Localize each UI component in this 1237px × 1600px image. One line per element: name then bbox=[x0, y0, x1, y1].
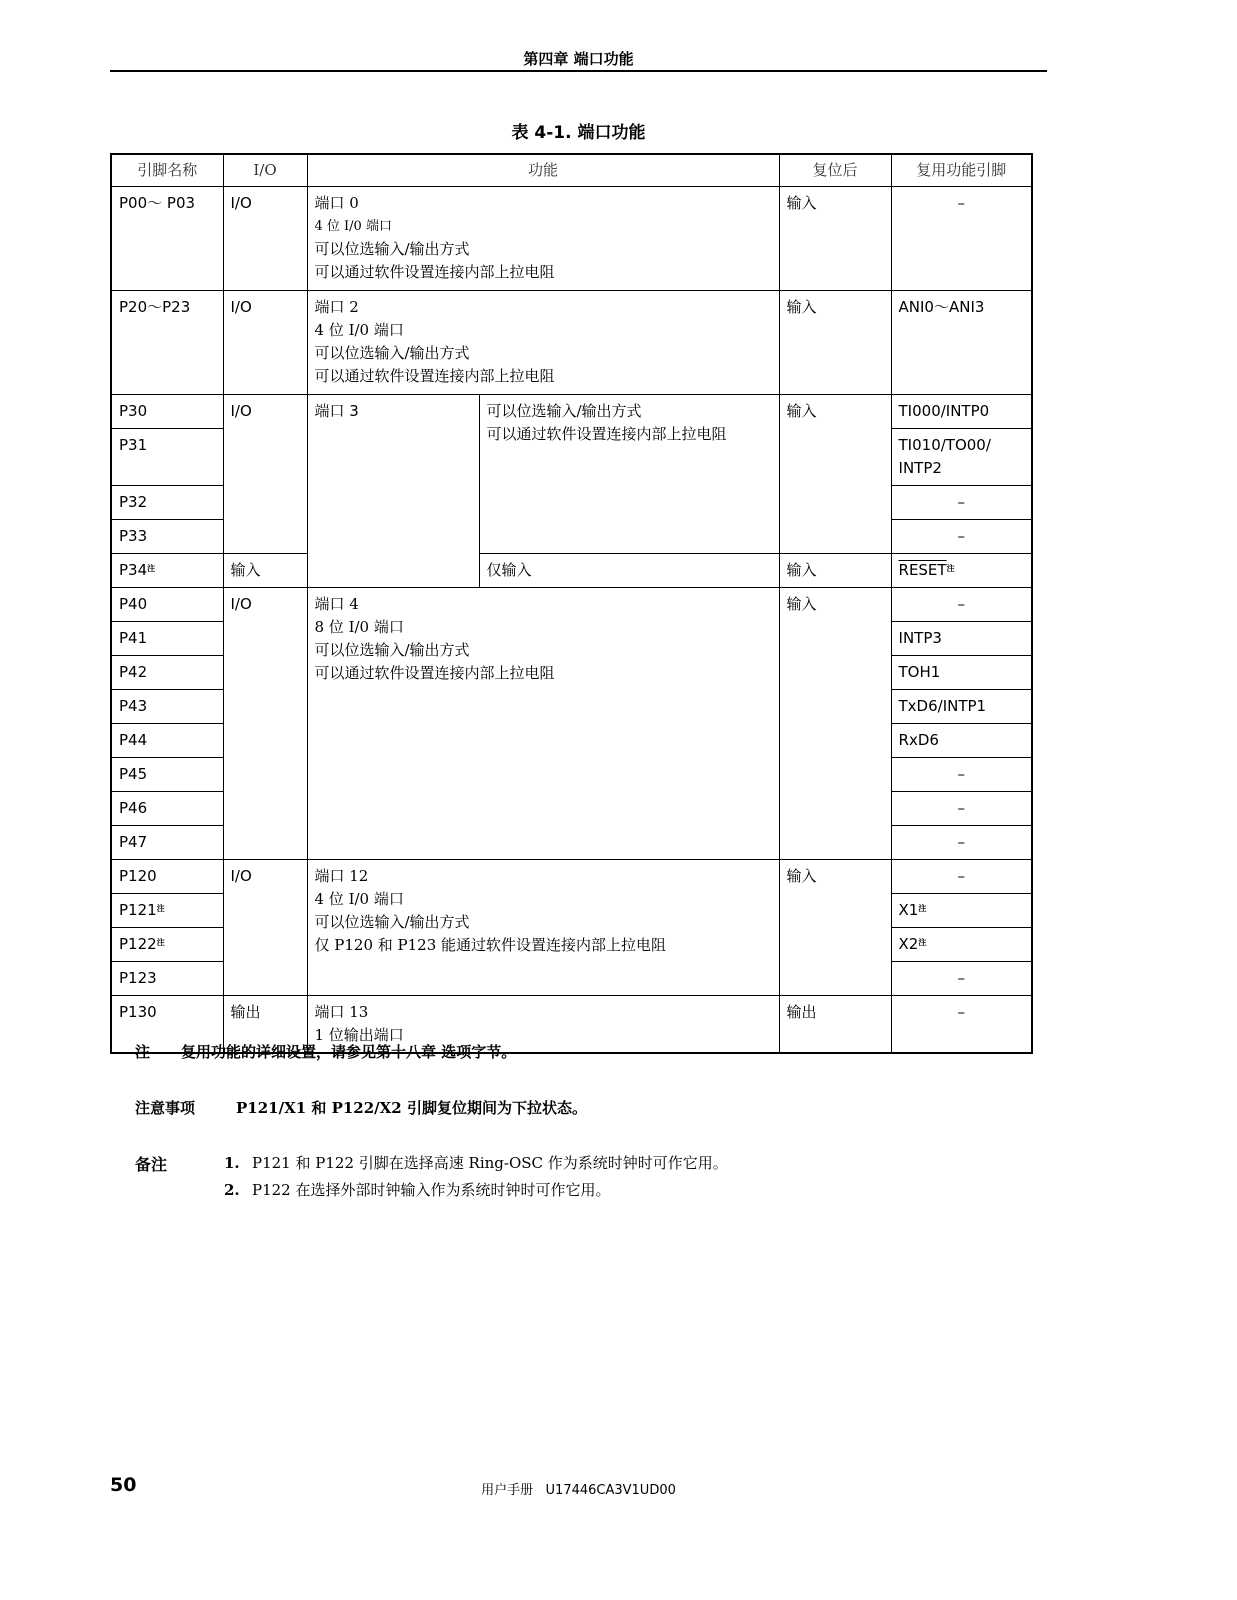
pin-name: P46 bbox=[111, 792, 223, 826]
note-label: 注 bbox=[135, 1043, 151, 1061]
pin-alt: RxD6 bbox=[891, 724, 1032, 758]
pin-io: I/O bbox=[223, 395, 307, 554]
port-function-table bbox=[110, 153, 1033, 1054]
pin-io: 输入 bbox=[223, 554, 307, 588]
pin-alt: INTP3 bbox=[891, 622, 1032, 656]
pin-alt bbox=[891, 554, 1032, 588]
pin-function: 仅输入 bbox=[479, 554, 779, 588]
note-marker: 注 bbox=[918, 938, 927, 947]
function-line: 端口 0 bbox=[314, 194, 359, 212]
alt-label: X1 bbox=[898, 901, 919, 919]
header-rule bbox=[110, 70, 1047, 72]
function-line: 可以通过软件设置连接内部上拉电阻 bbox=[314, 367, 555, 385]
function-line: 可以通过软件设置连接内部上拉电阻 bbox=[314, 664, 555, 682]
pin-label: P34 bbox=[119, 561, 148, 579]
pin-name: P31 bbox=[111, 429, 223, 486]
pin-reset: 输入 bbox=[779, 588, 891, 860]
pin-alt: TOH1 bbox=[891, 656, 1032, 690]
note-marker: 注 bbox=[946, 564, 955, 573]
function-line: 可以位选输入/输出方式 bbox=[314, 641, 470, 659]
port3-label: 端口 3 bbox=[307, 395, 479, 588]
table-row bbox=[111, 291, 1032, 395]
manual-label: 用户手册 bbox=[481, 1483, 534, 1498]
pin-alt: ANI0～ANI3 bbox=[891, 291, 1032, 395]
pin-name bbox=[111, 554, 223, 588]
pin-io: 输出 bbox=[223, 996, 307, 1054]
document-code: U17446CA3V1UD00 bbox=[545, 1483, 676, 1498]
pin-name: P33 bbox=[111, 520, 223, 554]
pin-alt: – bbox=[891, 520, 1032, 554]
pin-function bbox=[307, 187, 779, 291]
page-number: 50 bbox=[110, 1474, 137, 1496]
function-line: 可以位选输入/输出方式 bbox=[314, 344, 470, 362]
pin-label: P122 bbox=[119, 935, 157, 953]
pin-name: P00～ P03 bbox=[111, 187, 223, 291]
pin-alt: – bbox=[891, 792, 1032, 826]
caution-text: P121/X1 和 P122/X2 引脚复位期间为下拉状态。 bbox=[236, 1099, 587, 1117]
table-row bbox=[111, 860, 1032, 894]
pin-function bbox=[307, 860, 779, 996]
note-marker: 注 bbox=[156, 904, 165, 913]
function-line: 可以通过软件设置连接内部上拉电阻 bbox=[314, 263, 555, 281]
pin-alt: TI000/INTP0 bbox=[891, 395, 1032, 429]
function-line: 可以通过软件设置连接内部上拉电阻 bbox=[486, 425, 727, 443]
table-header-row bbox=[111, 154, 1032, 187]
function-line: 可以位选输入/输出方式 bbox=[314, 240, 470, 258]
pin-name: P47 bbox=[111, 826, 223, 860]
pin-alt: – bbox=[891, 486, 1032, 520]
function-line: 4 位 I/0 端口 bbox=[314, 219, 392, 234]
pin-label: P121 bbox=[119, 901, 157, 919]
pin-alt: – bbox=[891, 826, 1032, 860]
pin-io: I/O bbox=[223, 588, 307, 860]
col-after-reset: 复位后 bbox=[779, 154, 891, 187]
caution-label: 注意事项 bbox=[135, 1099, 196, 1117]
pin-alt: – bbox=[891, 962, 1032, 996]
pin-alt bbox=[891, 894, 1032, 928]
pin-name: P43 bbox=[111, 690, 223, 724]
note bbox=[135, 1041, 516, 1062]
pin-name: P41 bbox=[111, 622, 223, 656]
reset-label: RESET bbox=[898, 561, 947, 579]
pin-name: P32 bbox=[111, 486, 223, 520]
table-row bbox=[111, 588, 1032, 622]
pin-alt: – bbox=[891, 187, 1032, 291]
pin-reset: 输出 bbox=[779, 996, 891, 1054]
alt-label: X2 bbox=[898, 935, 919, 953]
remark-item bbox=[224, 1179, 611, 1200]
remark-number: 2. bbox=[224, 1181, 240, 1199]
pin-alt: – bbox=[891, 588, 1032, 622]
remark-text: P122 在选择外部时钟输入作为系统时钟时可作它用。 bbox=[252, 1181, 611, 1199]
document-id bbox=[110, 1479, 1047, 1498]
caution bbox=[135, 1097, 587, 1118]
pin-alt: – bbox=[891, 758, 1032, 792]
pin-name: P45 bbox=[111, 758, 223, 792]
col-function: 功能 bbox=[307, 154, 779, 187]
port3-description bbox=[479, 395, 779, 554]
pin-io: I/O bbox=[223, 860, 307, 996]
table-row bbox=[111, 554, 1032, 588]
pin-io: I/O bbox=[223, 187, 307, 291]
remark-item bbox=[224, 1152, 728, 1173]
pin-alt bbox=[891, 928, 1032, 962]
chapter-header: 第四章 端口功能 bbox=[523, 50, 634, 68]
pin-function bbox=[307, 291, 779, 395]
pin-alt: TxD6/INTP1 bbox=[891, 690, 1032, 724]
pin-name: P130 bbox=[111, 996, 223, 1054]
pin-name: P20～P23 bbox=[111, 291, 223, 395]
pin-reset: 输入 bbox=[779, 291, 891, 395]
pin-alt: – bbox=[891, 996, 1032, 1054]
function-line: 端口 13 bbox=[314, 1003, 369, 1021]
pin-name: P120 bbox=[111, 860, 223, 894]
function-line: 可以位选输入/输出方式 bbox=[314, 913, 470, 931]
pin-alt: – bbox=[891, 860, 1032, 894]
col-pin-name: 引脚名称 bbox=[111, 154, 223, 187]
table-row bbox=[111, 187, 1032, 291]
remark-label: 备注 bbox=[135, 1155, 168, 1174]
note-marker: 注 bbox=[147, 564, 156, 573]
pin-io: I/O bbox=[223, 291, 307, 395]
table-title: 表 4-1. 端口功能 bbox=[511, 123, 646, 143]
note-text: 复用功能的详细设置，请参见第十八章 选项字节。 bbox=[181, 1043, 517, 1061]
note-marker: 注 bbox=[156, 938, 165, 947]
function-line: 8 位 I/0 端口 bbox=[314, 618, 404, 636]
function-line: 端口 4 bbox=[314, 595, 359, 613]
function-line: 可以位选输入/输出方式 bbox=[486, 402, 642, 420]
pin-name: P42 bbox=[111, 656, 223, 690]
function-line: 4 位 I/0 端口 bbox=[314, 321, 404, 339]
table-row bbox=[111, 395, 1032, 429]
pin-reset: 输入 bbox=[779, 187, 891, 291]
pin-reset: 输入 bbox=[779, 860, 891, 996]
col-io: I/O bbox=[223, 154, 307, 187]
function-line: 4 位 I/0 端口 bbox=[314, 890, 404, 908]
pin-name: P123 bbox=[111, 962, 223, 996]
pin-reset: 输入 bbox=[779, 395, 891, 554]
pin-name: P40 bbox=[111, 588, 223, 622]
function-line: 端口 12 bbox=[314, 867, 369, 885]
pin-reset: 输入 bbox=[779, 554, 891, 588]
function-line: 端口 2 bbox=[314, 298, 359, 316]
function-line: 仅 P120 和 P123 能通过软件设置连接内部上拉电阻 bbox=[314, 936, 667, 954]
remark-number: 1. bbox=[224, 1154, 240, 1172]
col-alt-function: 复用功能引脚 bbox=[891, 154, 1032, 187]
remark-text: P121 和 P122 引脚在选择高速 Ring-OSC 作为系统时钟时可作它用。 bbox=[252, 1154, 728, 1172]
pin-name bbox=[111, 894, 223, 928]
pin-name: P30 bbox=[111, 395, 223, 429]
note-marker: 注 bbox=[918, 904, 927, 913]
pin-function bbox=[307, 588, 779, 860]
function-line: 1 位输出端口 bbox=[314, 1026, 404, 1044]
pin-alt: TI010/TO00/ INTP2 bbox=[891, 429, 1032, 486]
pin-name bbox=[111, 928, 223, 962]
pin-name: P44 bbox=[111, 724, 223, 758]
